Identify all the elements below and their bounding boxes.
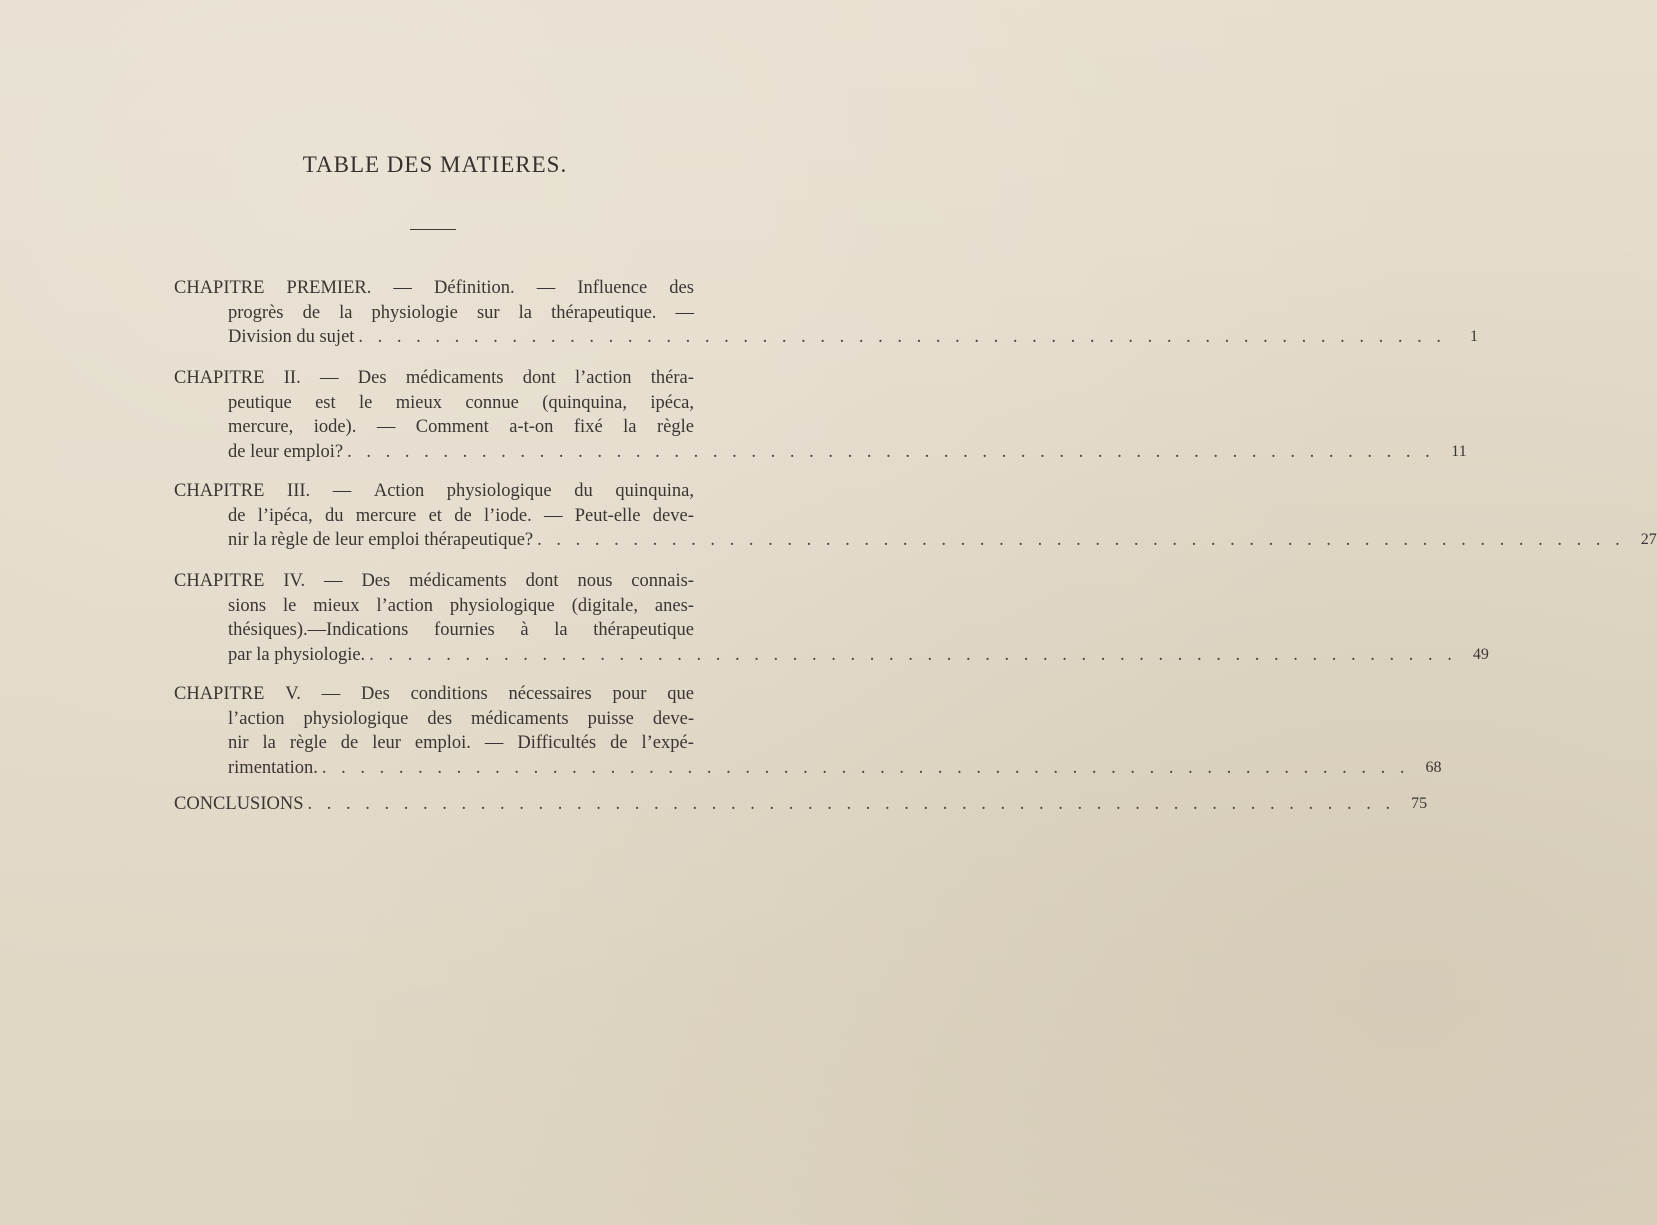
- toc-word: physiologique: [449, 595, 555, 616]
- dot-leader: . . . . . . . . . . . . . . . . . . . . . . . . . . . . . . . . . . . . . . . . . . . . . . . . . . . . . . . . .: [358, 327, 1447, 347]
- toc-word: sions: [228, 595, 267, 616]
- toc-word: connais-: [631, 571, 694, 591]
- page-title: TABLE DES MATIERES.: [302, 152, 568, 177]
- toc-word: la: [339, 302, 353, 323]
- toc-word: thésiques).—Indications: [228, 620, 409, 640]
- toc-word: mercure,: [228, 417, 294, 437]
- toc-word: fixé: [573, 417, 603, 437]
- dot-leader: . . . . . . . . . . . . . . . . . . . . . . . . . . . . . . . . . . . . . . . . . . . . . . . . . . . . . . . . .: [307, 794, 1396, 814]
- toc-word: Définition.: [434, 278, 515, 298]
- toc-entry-conclusions: [174, 792, 1428, 817]
- toc-line-text: rimentation.: [228, 757, 318, 778]
- toc-word: quinquina,: [615, 481, 694, 501]
- toc-word: CHAPITRE: [174, 684, 265, 704]
- toc-entry-line: [174, 594, 694, 619]
- toc-word: Des: [361, 684, 390, 704]
- toc-word: Des: [357, 368, 387, 388]
- toc-word: ipéca,: [650, 392, 694, 413]
- toc-word: de: [340, 733, 359, 753]
- toc-entry-chapter-5: [174, 682, 1442, 780]
- toc-word: thérapeutique.: [551, 302, 657, 323]
- toc-entry-line: [174, 569, 694, 594]
- toc-word: à: [520, 620, 529, 640]
- toc-word: II.: [283, 368, 301, 388]
- toc-entry-line: [174, 391, 694, 416]
- page-number: 1: [1470, 328, 1479, 345]
- toc-line-text: de leur emploi?: [228, 441, 344, 462]
- toc-word: —: [393, 278, 412, 298]
- toc-word: l’ipéca,: [257, 505, 313, 526]
- toc-word: emploi.: [414, 733, 471, 753]
- toc-line-text: nir la règle de leur emploi thérapeutique?: [228, 530, 534, 550]
- page-number: 75: [1411, 795, 1428, 812]
- toc-word: physiologique: [303, 708, 409, 729]
- toc-word: Influence: [577, 278, 648, 298]
- toc-word: Action: [373, 481, 425, 501]
- toc-entry-last-line: [174, 643, 1489, 668]
- toc-word: —: [675, 302, 694, 323]
- conclusions-label: CONCLUSIONS: [174, 794, 304, 814]
- toc-entry-last-line: [174, 325, 1479, 350]
- toc-word: V.: [285, 684, 301, 704]
- page-number: 49: [1472, 645, 1489, 663]
- toc-word: médicaments: [471, 708, 569, 729]
- toc-word: Peut-elle: [574, 505, 641, 526]
- toc-word: pour: [612, 684, 647, 704]
- toc-word: sur: [476, 302, 500, 323]
- toc-word: CHAPITRE: [174, 278, 265, 298]
- title-rule: [410, 229, 456, 230]
- toc-word: de: [610, 733, 628, 753]
- toc-entry-last-line: [174, 440, 1467, 465]
- toc-entry-line: [174, 276, 694, 301]
- toc-word: l’action: [574, 368, 632, 388]
- toc-word: CHAPITRE: [174, 368, 265, 388]
- toc-word: la: [518, 302, 533, 323]
- toc-word: le: [282, 595, 297, 616]
- toc-word: III.: [287, 481, 311, 501]
- toc-word: du: [574, 481, 593, 501]
- toc-word: conditions: [410, 684, 488, 704]
- toc-word: connue: [465, 392, 519, 413]
- toc-word: la: [554, 620, 568, 640]
- toc-word: la: [262, 733, 276, 753]
- toc-word: PREMIER.: [286, 278, 372, 298]
- toc-word: l’action: [228, 708, 285, 729]
- toc-word: deve-: [652, 708, 694, 729]
- toc-entry-chapter-2: [174, 366, 1467, 464]
- toc-word: et: [428, 505, 442, 526]
- toc-entry-last-line: [174, 792, 1428, 817]
- toc-word: anes-: [654, 595, 694, 616]
- toc-word: nous: [577, 571, 613, 591]
- dot-leader: . . . . . . . . . . . . . . . . . . . . . . . . . . . . . . . . . . . . . . . . . . . . . . . . . . . . . . . . .: [537, 530, 1625, 550]
- page-number: 27: [1640, 531, 1657, 548]
- toc-entry-chapter-1: [174, 276, 1479, 350]
- toc-word: Des: [361, 571, 391, 591]
- toc-word: thérapeutique: [593, 620, 694, 640]
- toc-word: mercure: [355, 505, 417, 526]
- toc-word: l’iode.: [483, 505, 532, 526]
- toc-word: mieux: [395, 392, 442, 413]
- toc-word: puisse: [587, 708, 634, 729]
- toc-word: —: [536, 278, 556, 298]
- toc-word: nir: [228, 733, 249, 753]
- toc-word: —: [332, 481, 352, 501]
- toc-word: l’expé-: [641, 733, 694, 753]
- toc-entry-last-line: [174, 528, 1657, 553]
- toc-word: —: [484, 733, 504, 753]
- toc-word: de: [228, 505, 246, 526]
- toc-word: médicaments: [409, 571, 507, 591]
- toc-word: —: [320, 368, 339, 388]
- toc-word: CHAPITRE: [174, 571, 265, 591]
- toc-word: —: [321, 684, 341, 704]
- toc-word: des: [669, 278, 694, 298]
- toc-entry-line: [174, 682, 694, 707]
- toc-word: Difficultés: [517, 733, 597, 753]
- toc-word: leur: [372, 733, 401, 753]
- toc-line-text: Division du sujet: [228, 327, 355, 347]
- toc-word: progrès: [228, 302, 284, 323]
- toc-word: règle: [656, 417, 694, 437]
- toc-entry-line: [174, 415, 694, 440]
- toc-entry-line: [174, 707, 694, 732]
- toc-word: CHAPITRE: [174, 481, 265, 501]
- toc-word: physiologie: [371, 302, 458, 323]
- toc-word: fournies: [434, 620, 495, 640]
- toc-entry-chapter-3: [174, 479, 1657, 553]
- dot-leader: . . . . . . . . . . . . . . . . . . . . . . . . . . . . . . . . . . . . . . . . . . . . . . . . . . . . . . . . .: [369, 644, 1457, 665]
- toc-word: de: [302, 302, 321, 323]
- toc-word: la: [623, 417, 637, 437]
- toc-word: a-t-on: [509, 417, 554, 437]
- toc-word: —: [544, 505, 563, 526]
- toc-word: dont: [525, 571, 559, 591]
- toc-word: Comment: [415, 417, 489, 437]
- toc-word: —: [324, 571, 343, 591]
- toc-word: des: [427, 708, 453, 729]
- toc-entry-chapter-4: [174, 569, 1489, 667]
- toc-word: —: [376, 417, 396, 437]
- toc-word: théra-: [650, 368, 694, 388]
- toc-word: dont: [522, 368, 556, 388]
- toc-word: iode).: [313, 417, 357, 437]
- toc-word: (quinquina,: [542, 392, 627, 413]
- toc-word: IV.: [283, 571, 306, 591]
- toc-word: physiologique: [446, 481, 552, 501]
- toc-word: l’action: [376, 595, 433, 616]
- page-number: 11: [1451, 442, 1467, 460]
- toc-entry-line: [174, 479, 694, 504]
- toc-word: règle: [289, 733, 327, 753]
- toc-line-text: par la physiologie.: [228, 644, 366, 665]
- toc-entry-line: [174, 504, 694, 529]
- toc-word: du: [324, 505, 344, 526]
- toc-word: peutique: [228, 392, 292, 413]
- toc-word: que: [667, 684, 694, 704]
- toc-word: de: [454, 505, 472, 526]
- toc-entry-last-line: [174, 756, 1442, 781]
- toc-word: médicaments: [405, 368, 504, 388]
- toc-word: nécessaires: [508, 684, 592, 704]
- toc-word: est: [315, 392, 336, 413]
- dot-leader: . . . . . . . . . . . . . . . . . . . . . . . . . . . . . . . . . . . . . . . . . . . . . . . . . . . . . . . . .: [347, 441, 1435, 462]
- toc-entry-line: [174, 618, 694, 643]
- toc-entry-line: [174, 301, 694, 326]
- toc-entry-line: [174, 731, 694, 756]
- dot-leader: . . . . . . . . . . . . . . . . . . . . . . . . . . . . . . . . . . . . . . . . . . . . . . . . . . . . . . . . .: [321, 757, 1410, 778]
- toc-word: (digitale,: [571, 595, 638, 616]
- toc-word: deve-: [652, 505, 694, 526]
- toc-word: mieux: [313, 595, 360, 616]
- toc-entry-line: [174, 366, 694, 391]
- toc-word: le: [359, 392, 373, 413]
- page-number: 68: [1425, 758, 1442, 776]
